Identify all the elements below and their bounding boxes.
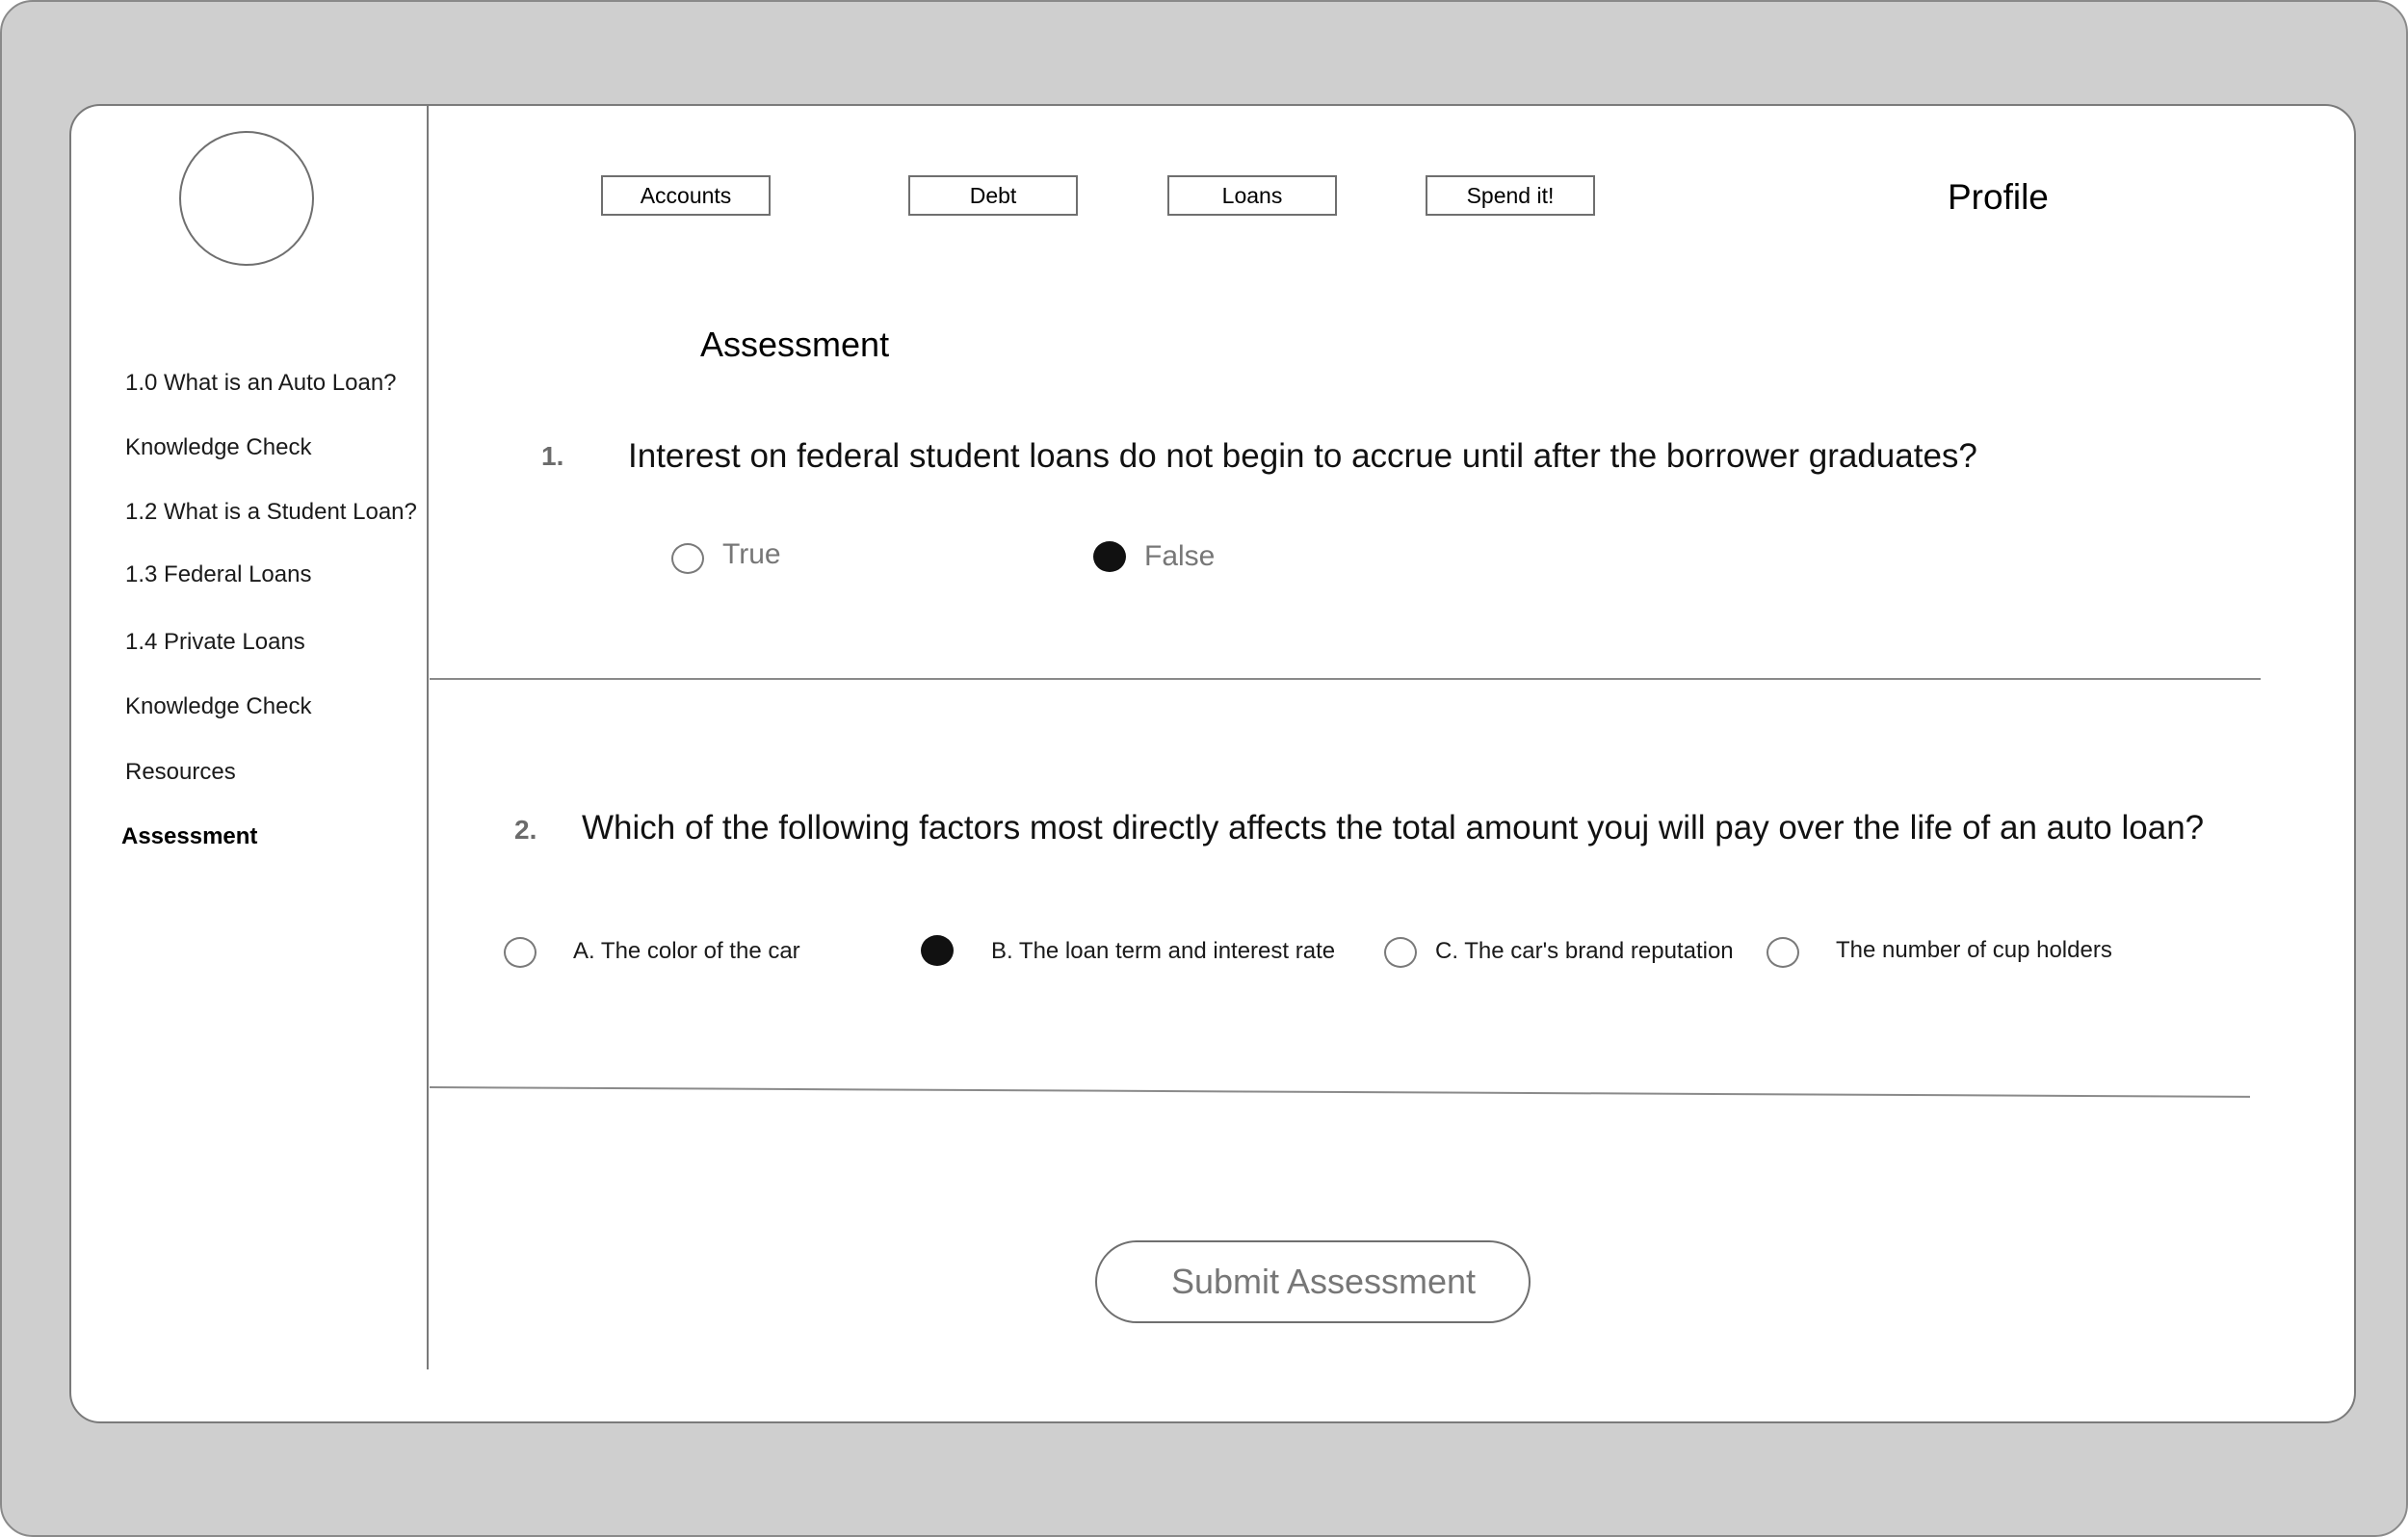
question-2-option-b-label[interactable]: B. The loan term and interest rate: [991, 938, 1336, 964]
page-title: Assessment: [700, 325, 890, 364]
question-2-option-c-radio[interactable]: [1384, 937, 1417, 968]
question-1-option-true-label[interactable]: True: [722, 538, 781, 570]
question-1-option-false-label[interactable]: False: [1144, 540, 1216, 572]
question-1-option-false-radio[interactable]: [1093, 541, 1126, 572]
sidebar-item-knowledge-check-2[interactable]: Knowledge Check: [125, 693, 312, 719]
sidebar-item-resources[interactable]: Resources: [125, 759, 236, 785]
question-2-option-d-radio[interactable]: [1767, 937, 1799, 968]
question-2-option-d-label[interactable]: The number of cup holders: [1836, 937, 2112, 963]
question-2-option-c-label[interactable]: C. The car's brand reputation: [1435, 938, 1734, 964]
sidebar-item-student-loan[interactable]: 1.2 What is a Student Loan?: [125, 499, 417, 525]
sidebar-item-federal-loans[interactable]: 1.3 Federal Loans: [125, 561, 312, 587]
question-1-text: Interest on federal student loans do not begin to accrue until after the borrower graduates?: [628, 437, 1977, 475]
question-2-option-a-radio[interactable]: [504, 937, 537, 968]
nav-loans-button[interactable]: Loans: [1167, 175, 1337, 216]
question-1-number: 1.: [541, 441, 564, 471]
nav-debt-button[interactable]: Debt: [908, 175, 1078, 216]
question-2-text: Which of the following factors most directly affects the total amount youj will pay over the life of an auto loan?: [582, 809, 2205, 847]
question-2-option-a-label[interactable]: A. The color of the car: [573, 938, 800, 964]
profile-link[interactable]: Profile: [1948, 177, 2049, 217]
sidebar-divider: [427, 106, 429, 1369]
question-divider-1: [430, 678, 2261, 680]
sidebar-item-assessment[interactable]: Assessment: [121, 823, 258, 849]
app-window: [69, 104, 2356, 1423]
question-2-option-b-radio[interactable]: [921, 935, 954, 966]
submit-assessment-button[interactable]: Submit Assessment: [1095, 1240, 1531, 1323]
avatar[interactable]: [179, 131, 314, 266]
question-2-number: 2.: [514, 815, 537, 845]
sidebar-item-auto-loan[interactable]: 1.0 What is an Auto Loan?: [125, 370, 397, 396]
nav-spend-it-button[interactable]: Spend it!: [1426, 175, 1595, 216]
question-1-option-true-radio[interactable]: [671, 543, 704, 574]
sidebar-item-private-loans[interactable]: 1.4 Private Loans: [125, 629, 305, 655]
nav-accounts-button[interactable]: Accounts: [601, 175, 771, 216]
sidebar-item-knowledge-check-1[interactable]: Knowledge Check: [125, 434, 312, 460]
